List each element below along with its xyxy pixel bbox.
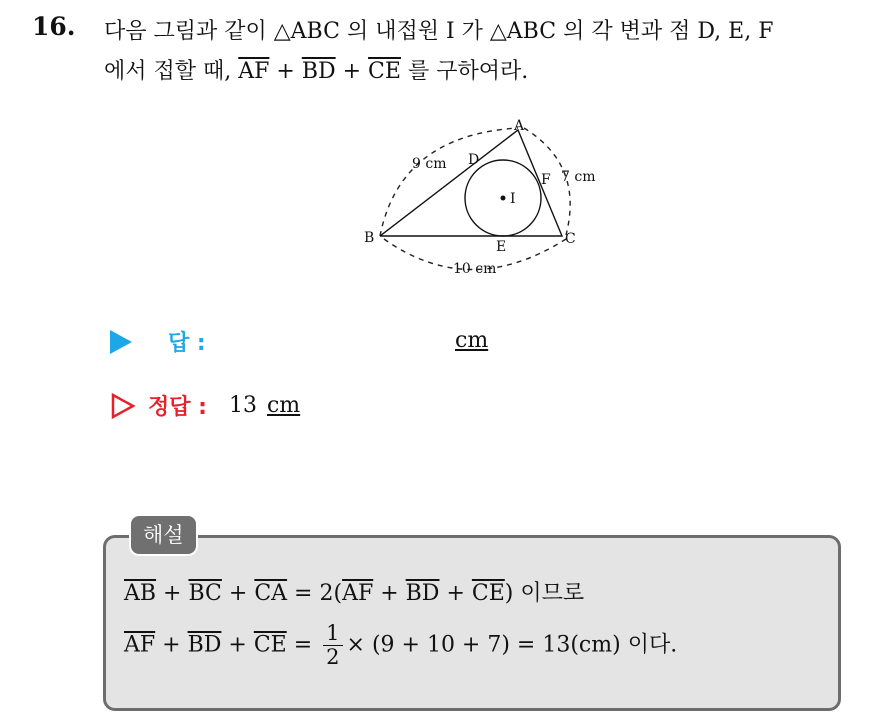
solution-tab: 해설 xyxy=(129,514,198,556)
question-number: 16. xyxy=(32,12,76,41)
fraction-numerator: 1 xyxy=(323,622,342,646)
outline-triangle-icon xyxy=(110,392,136,420)
sol-line1-mid: = 2( xyxy=(287,581,343,606)
plus-1: + xyxy=(269,59,302,84)
correct-answer-label: 정답 : xyxy=(148,395,207,420)
sol-seg-ab: $\overline{AB}$ xyxy=(124,581,157,606)
question-line-2 xyxy=(104,54,528,85)
segment-ce: $\overline{CE}$ xyxy=(368,59,401,84)
sol-seg-bd-1: $\overline{BD}$ xyxy=(405,581,440,606)
sol-plus-1: + xyxy=(156,581,189,606)
play-triangle-icon xyxy=(110,330,132,354)
question-line-2-suffix: 를 구하여라. xyxy=(400,59,529,84)
plus-2: + xyxy=(335,59,369,84)
label-a: A xyxy=(514,118,525,134)
correct-answer-row xyxy=(110,390,300,421)
label-c: C xyxy=(565,231,576,247)
correct-answer-value: 13 xyxy=(228,393,257,418)
solution-line-2 xyxy=(124,622,677,669)
answer-label: 답 : xyxy=(168,331,206,356)
label-d: D xyxy=(468,152,480,168)
sol-plus-6: + xyxy=(221,632,254,658)
label-length-bc: 10 cm xyxy=(453,261,497,277)
triangle-figure xyxy=(340,115,620,285)
label-length-ab: 9 cm xyxy=(412,156,447,172)
incenter-point xyxy=(501,196,506,201)
sol-plus-2: + xyxy=(221,581,255,606)
label-e: E xyxy=(496,239,507,255)
sol-seg-bd-2: $\overline{BD}$ xyxy=(187,632,222,658)
sol-line2-rest: × (9 + 10 + 7) = 13(cm) 이다. xyxy=(346,632,678,658)
solution-line-1 xyxy=(124,576,584,607)
question-line-2-prefix: 에서 접할 때, xyxy=(104,59,239,84)
question-line-1: 다음 그림과 같이 △ABC 의 내접원 I 가 △ABC 의 각 변과 점 D, E, F xyxy=(104,19,774,44)
label-length-ac: 7 cm xyxy=(561,169,596,185)
sol-seg-ce-1: $\overline{CE}$ xyxy=(471,581,505,606)
sol-seg-bc: $\overline{BC}$ xyxy=(188,581,222,606)
sol-seg-af-1: $\overline{AF}$ xyxy=(342,581,374,606)
sol-plus-4: + xyxy=(439,581,472,606)
sol-seg-ce-2: $\overline{CE}$ xyxy=(253,632,287,658)
sol-plus-3: + xyxy=(373,581,406,606)
sol-line1-end: ) 이므로 xyxy=(504,581,585,606)
label-f: F xyxy=(541,172,551,188)
fraction-one-half xyxy=(323,622,342,669)
segment-af: $\overline{AF}$ xyxy=(238,59,270,84)
sol-line2-eq: = xyxy=(286,632,320,658)
sol-seg-af-2: $\overline{AF}$ xyxy=(124,632,156,658)
correct-answer-unit: cm xyxy=(266,393,301,418)
label-b: B xyxy=(364,230,375,246)
sol-plus-5: + xyxy=(155,632,188,658)
segment-bd: $\overline{BD}$ xyxy=(301,59,336,84)
fraction-denominator: 2 xyxy=(326,645,340,670)
sol-seg-ca: $\overline{CA}$ xyxy=(254,581,288,606)
label-i: I xyxy=(510,191,516,207)
answer-row xyxy=(110,326,206,357)
answer-unit-blank[interactable]: cm xyxy=(455,328,489,353)
